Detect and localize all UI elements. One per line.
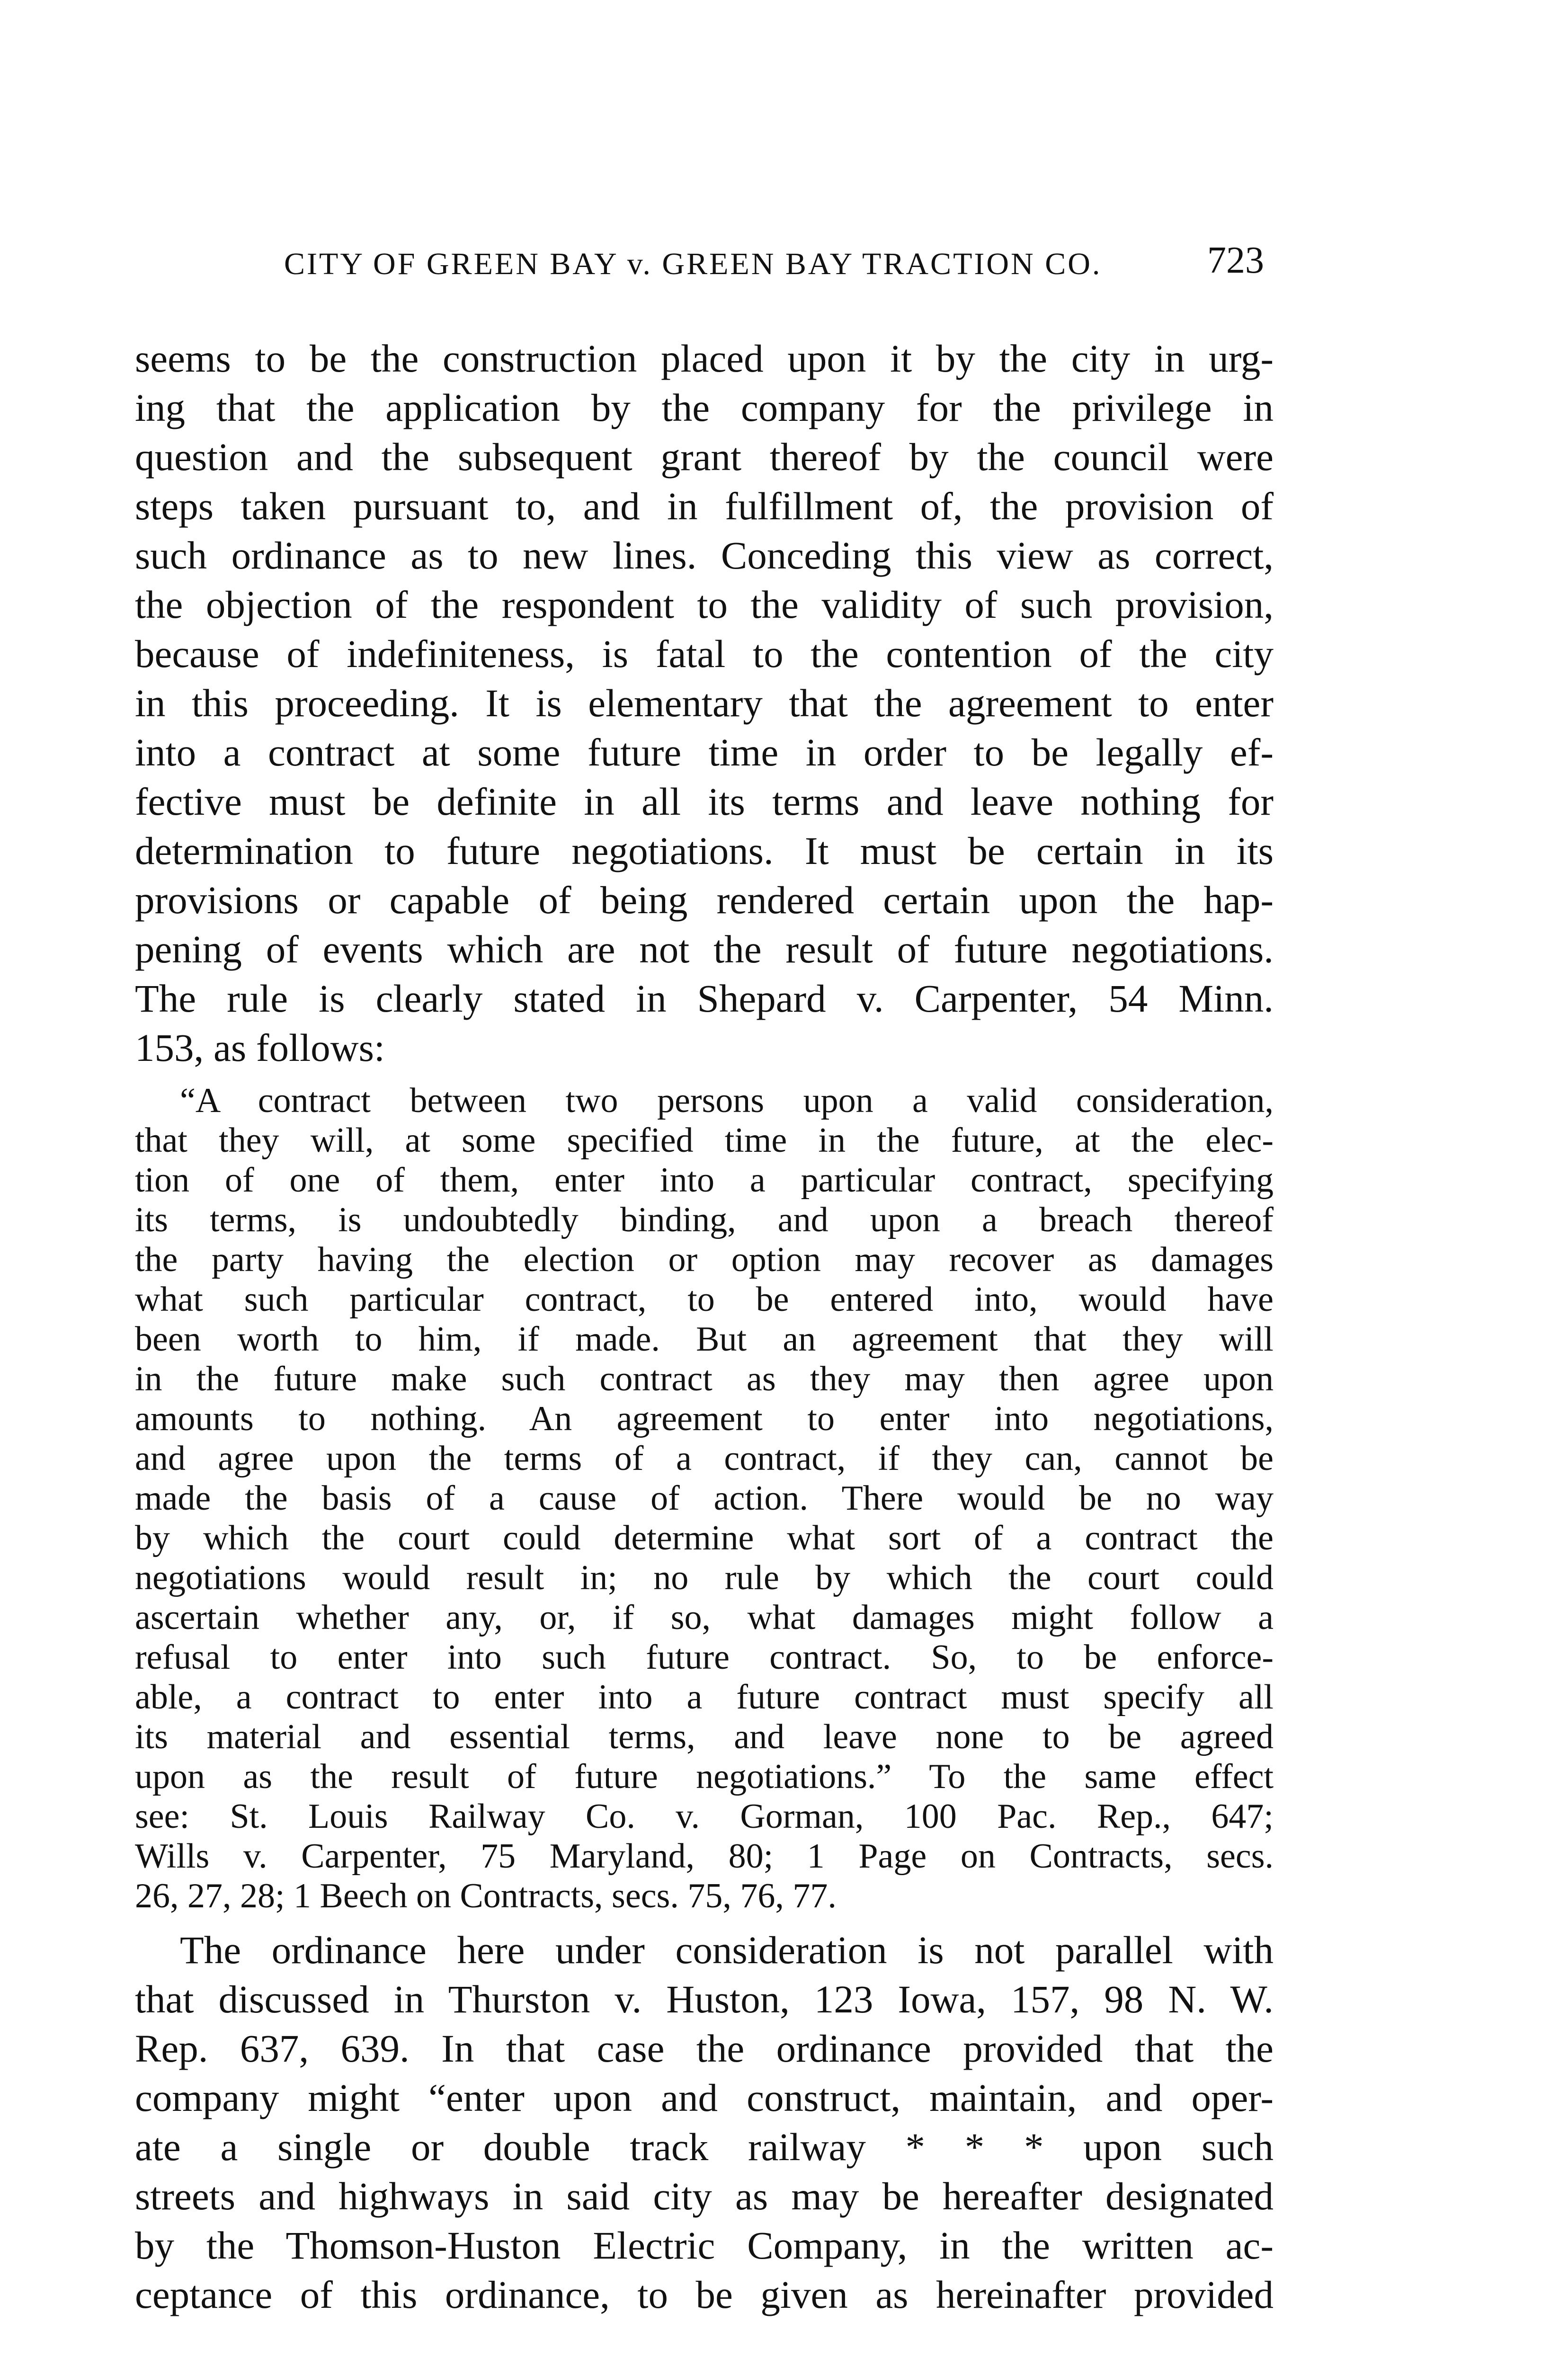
text-line: company might “enter upon and construct, maintain, and oper- xyxy=(135,2076,1274,2119)
text-line: streets and highways in said city as may be hereafter designated xyxy=(135,2174,1274,2218)
quote-line: what such particular contract, to be entered into, would have xyxy=(135,1280,1274,1319)
paragraph-1 xyxy=(135,334,1274,1072)
quote-line: been worth to him, if made. But an agreement that they will xyxy=(135,1320,1274,1359)
quote-line: tion of one of them, enter into a particular contract, specifying xyxy=(135,1161,1274,1200)
quote-line: ascertain whether any, or, if so, what damages might follow a xyxy=(135,1598,1274,1637)
text-line: ing that the application by the company for the privilege in xyxy=(135,386,1274,429)
quote-line: negotiations would result in; no rule by which the court could xyxy=(135,1558,1274,1597)
text-line: The rule is clearly stated in Shepard v. Carpenter, 54 Minn. xyxy=(135,977,1274,1020)
text-line: in this proceeding. It is elementary that the agreement to enter xyxy=(135,681,1274,725)
page-number: 723 xyxy=(1207,240,1264,281)
paragraph-2 xyxy=(135,1925,1274,2319)
quote-line: the party having the election or option may recover as damages xyxy=(135,1240,1274,1279)
quote-line: and agree upon the terms of a contract, if they can, cannot be xyxy=(135,1439,1274,1478)
text-line: ate a single or double track railway * * * upon such xyxy=(135,2125,1274,2169)
text-line: by the Thomson-Huston Electric Company, in the written ac- xyxy=(135,2224,1274,2267)
text-line: Rep. 637, 639. In that case the ordinance provided that the xyxy=(135,2027,1274,2070)
text-line: such ordinance as to new lines. Conceding this view as correct, xyxy=(135,534,1274,577)
text-line: The ordinance here under consideration is not parallel with xyxy=(180,1928,1274,1972)
text-line: ceptance of this ordinance, to be given as hereinafter provided xyxy=(135,2273,1274,2316)
text-line: because of indefiniteness, is fatal to the contention of the city xyxy=(135,632,1274,676)
quote-line: upon as the result of future negotiations.” To the same effect xyxy=(135,1757,1274,1796)
text-line: seems to be the construction placed upon it by the city in urg- xyxy=(135,337,1274,380)
text-line: 153, as follows: xyxy=(135,1026,385,1069)
quote-line: 26, 27, 28; 1 Beech on Contracts, secs. 75, 76, 77. xyxy=(135,1877,837,1915)
quote-line: refusal to enter into such future contract. So, to be enforce- xyxy=(135,1638,1274,1677)
body-text xyxy=(135,334,1274,2319)
text-line: into a contract at some future time in order to be legally ef- xyxy=(135,730,1274,774)
quote-line: “A contract between two persons upon a valid consideration, xyxy=(180,1081,1274,1120)
quote-line: its material and essential terms, and leave none to be agreed xyxy=(135,1717,1274,1756)
text-line: the objection of the respondent to the validity of such provision, xyxy=(135,583,1274,626)
text-line: steps taken pursuant to, and in fulfillment of, the provision of xyxy=(135,484,1274,528)
text-line: determination to future negotiations. It must be certain in its xyxy=(135,829,1274,872)
quote-line: see: St. Louis Railway Co. v. Gorman, 100 Pac. Rep., 647; xyxy=(135,1797,1274,1836)
quote-line: able, a contract to enter into a future contract must specify all xyxy=(135,1678,1274,1717)
quote-line: Wills v. Carpenter, 75 Maryland, 80; 1 Page on Contracts, secs. xyxy=(135,1837,1274,1876)
text-line: question and the subsequent grant thereof by the council were xyxy=(135,435,1274,479)
block-quote xyxy=(135,1081,1274,1916)
quote-line: its terms, is undoubtedly binding, and upon a breach thereof xyxy=(135,1201,1274,1239)
running-head-title: CITY OF GREEN BAY v. GREEN BAY TRACTION CO. xyxy=(284,247,1102,281)
quote-line: amounts to nothing. An agreement to enter into negotiations, xyxy=(135,1399,1274,1438)
quote-line: in the future make such contract as they may then agree upon xyxy=(135,1360,1274,1398)
text-line: that discussed in Thurston v. Huston, 123 Iowa, 157, 98 N. W. xyxy=(135,1977,1274,2021)
quote-line: by which the court could determine what sort of a contract the xyxy=(135,1519,1274,1557)
text-line: pening of events which are not the result of future negotiations. xyxy=(135,927,1274,971)
text-line: fective must be definite in all its terms and leave nothing for xyxy=(135,780,1274,823)
text-line: provisions or capable of being rendered certain upon the hap- xyxy=(135,878,1274,922)
quote-line: that they will, at some specified time in the future, at the elec- xyxy=(135,1121,1274,1160)
quote-line: made the basis of a cause of action. There would be no way xyxy=(135,1479,1274,1518)
